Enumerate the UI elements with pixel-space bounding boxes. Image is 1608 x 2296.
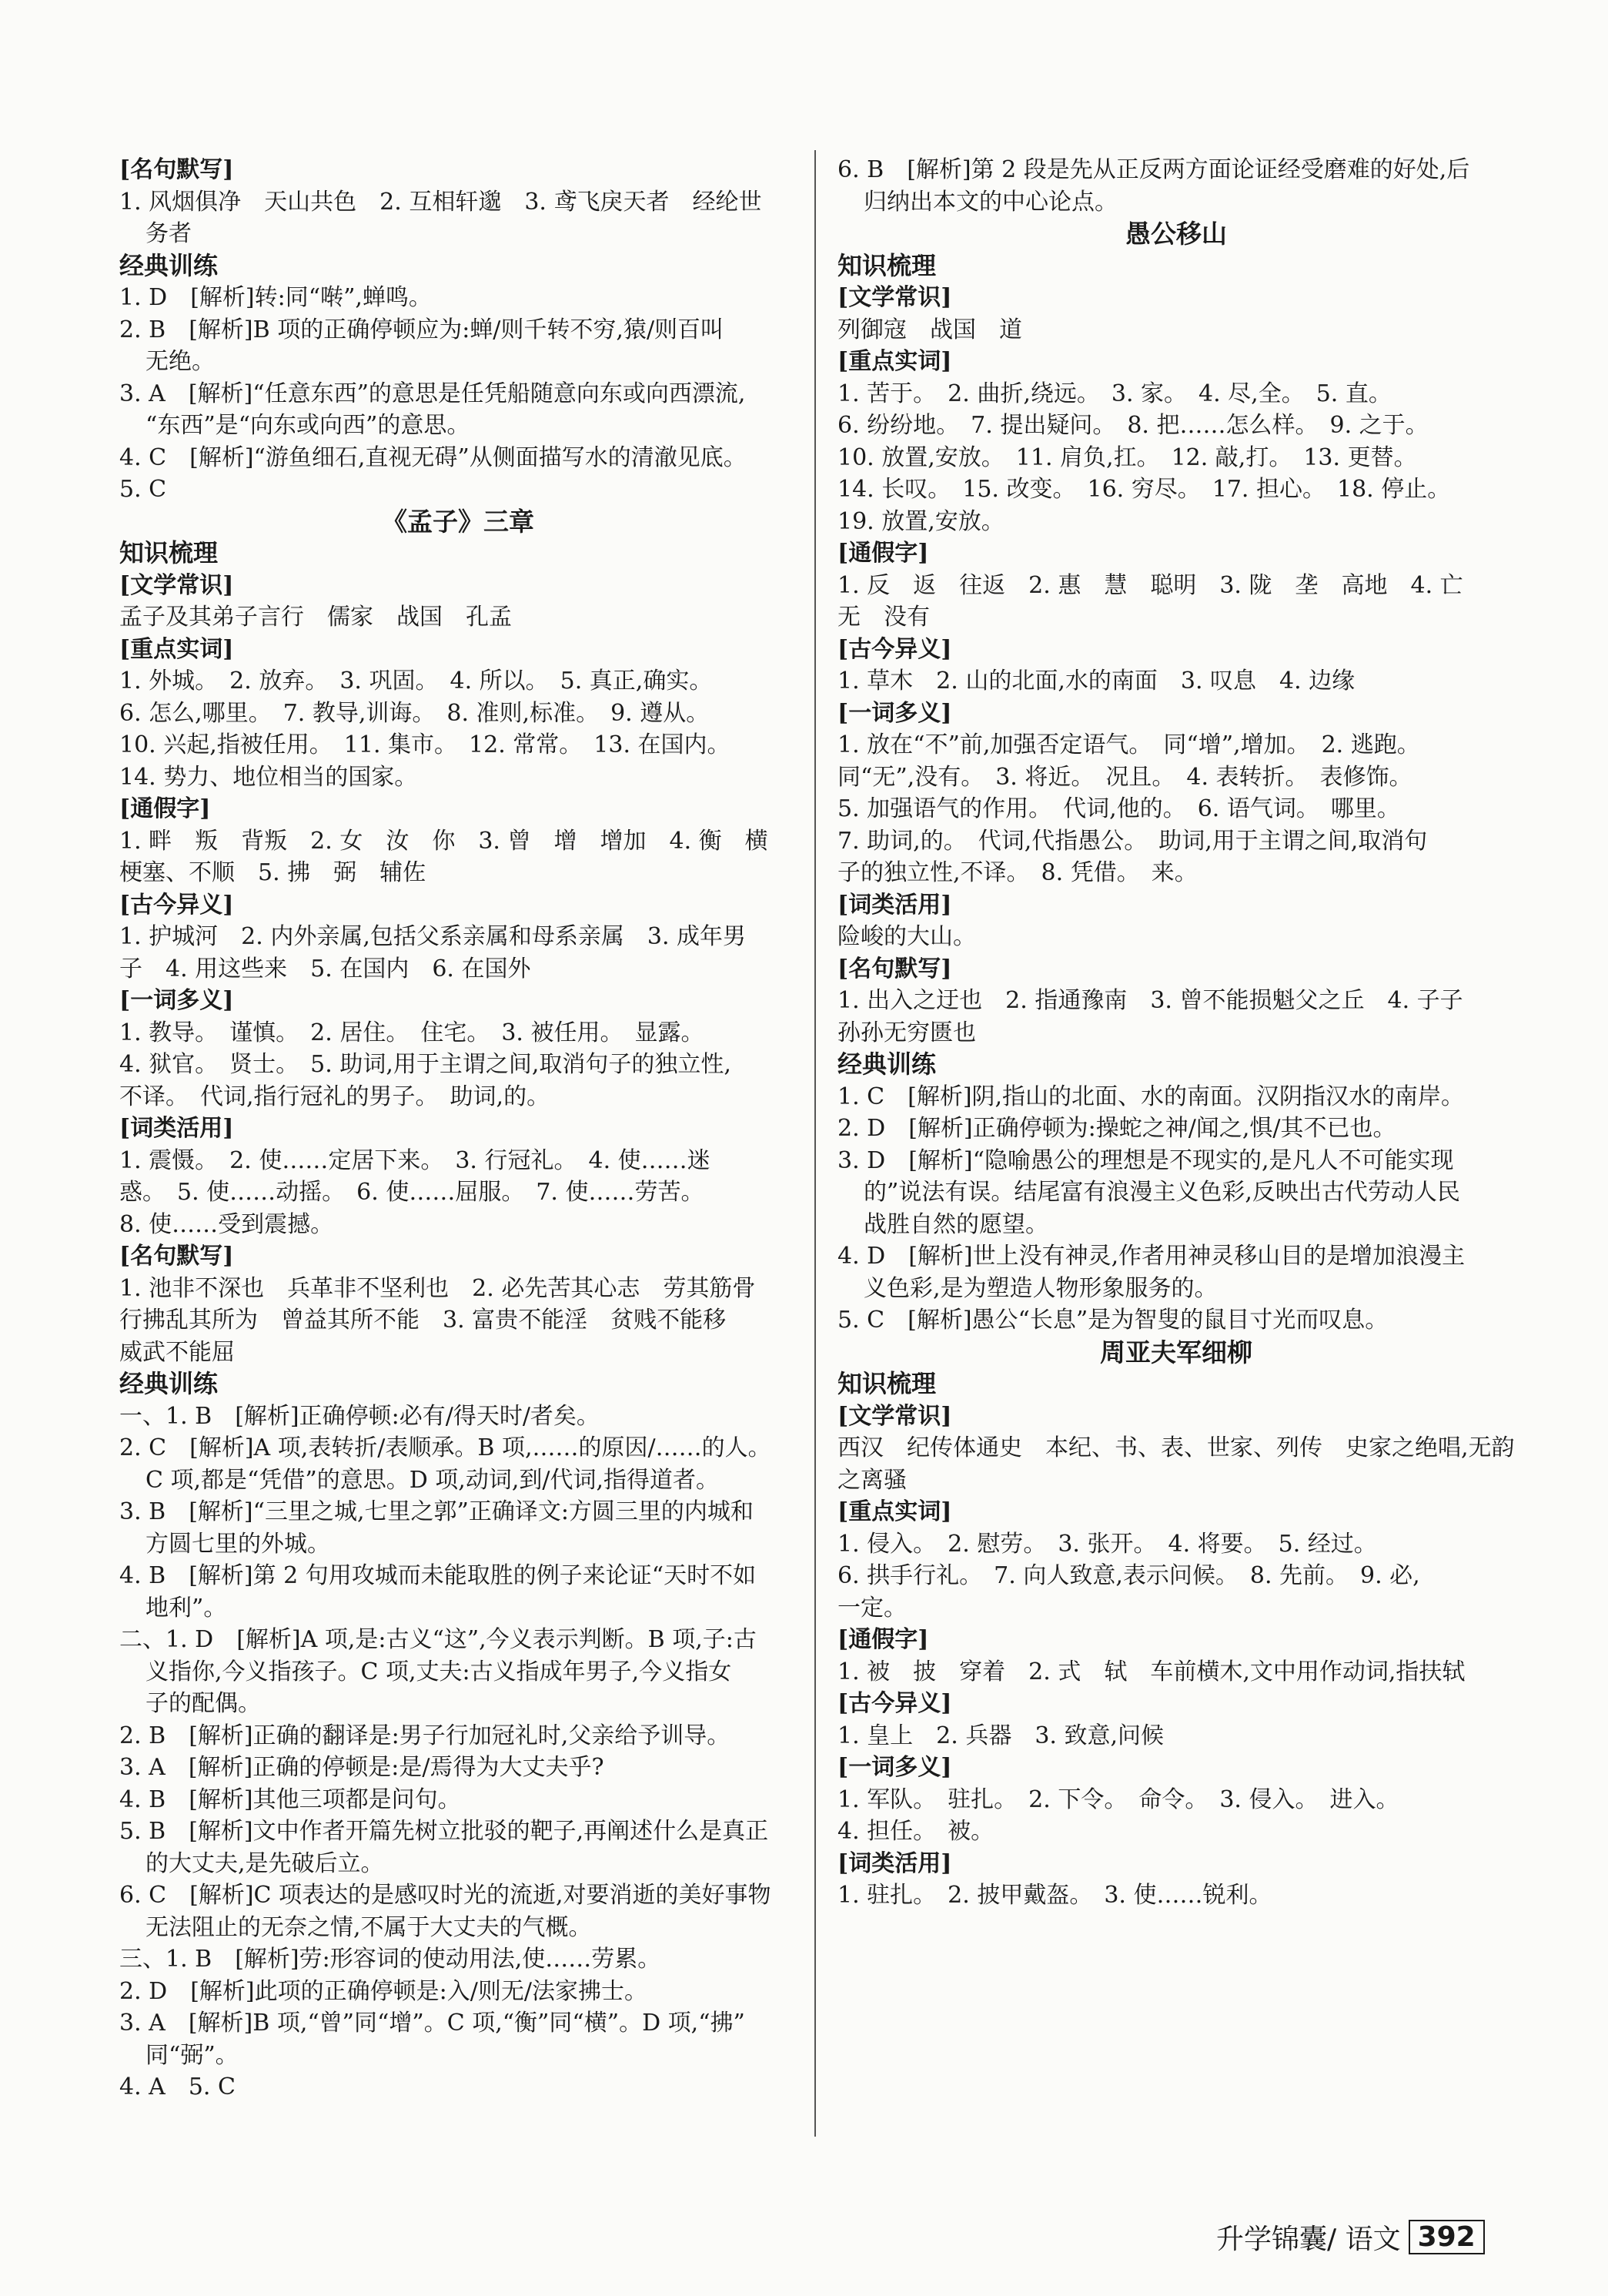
- text-line: 1. 反 返 往返 2. 惠 慧 聪明 3. 陇 垄 高地 4. 亡: [837, 571, 1463, 599]
- text-line: 10. 兴起,指被任用。 11. 集市。 12. 常常。 13. 在国内。: [119, 731, 730, 758]
- text-line: 14. 长叹。 15. 改变。 16. 穷尽。 17. 担心。 18. 停止。: [837, 476, 1451, 503]
- text-line: 4. A 5. C: [119, 2073, 236, 2100]
- text-line: 6. C [解析]C 项表达的是感叹时光的流逝,对要消逝的美好事物: [119, 1882, 771, 1909]
- text-line: 7. 助词,的。 代词,代指愚公。 助词,用于主谓之间,取消句: [837, 827, 1428, 855]
- text-line: 1. C [解析]阴,指山的北面、水的南面。汉阴指汉水的南岸。: [837, 1083, 1465, 1110]
- text-line: 威武不能屈: [119, 1338, 235, 1366]
- text-line: 之离骚: [837, 1466, 907, 1494]
- text-line: 4. B [解析]第 2 句用攻城而未能取胜的例子来论证“天时不如: [119, 1562, 757, 1589]
- text-line: 2. B [解析]B 项的正确停顿应为:蝉/则千转不穷,猿/则百叫: [119, 316, 724, 343]
- text-line: 2. B [解析]正确的翻译是:男子行加冠礼时,父亲给予训导。: [119, 1722, 730, 1749]
- text-line: 5. B [解析]文中作者开篇先树立批驳的靶子,再阐述什么是真正: [119, 1818, 769, 1845]
- section-tag: [一词多义]: [837, 699, 952, 727]
- section-heading: 知识梳理: [119, 538, 219, 567]
- section-tag: [名句默写]: [119, 156, 234, 183]
- text-line: C 项,都是“凭借”的意思。D 项,动词,到/代词,指得道者。: [145, 1466, 720, 1494]
- text-line: 惑。 5. 使……动摇。 6. 使……屈服。 7. 使……劳苦。: [119, 1179, 704, 1206]
- text-line: 1. 驻扎。 2. 披甲戴盔。 3. 使……锐利。: [837, 1882, 1272, 1909]
- text-line: 1. D [解析]转:同“啭”,蝉鸣。: [119, 284, 432, 311]
- text-line: 归纳出本文的中心论点。: [864, 188, 1118, 216]
- text-line: 1. 外城。 2. 放弃。 3. 巩固。 4. 所以。 5. 真正,确实。: [119, 668, 713, 694]
- section-tag: [一词多义]: [119, 987, 234, 1014]
- text-line: 行拂乱其所为 曾益其所不能 3. 富贵不能淫 贫贱不能移: [119, 1307, 727, 1334]
- text-line: 梗塞、不顺 5. 拂 弼 辅佐: [119, 859, 426, 886]
- text-line: 1. 池非不深也 兵革非不坚利也 2. 必先苦其心志 劳其筋骨: [119, 1274, 756, 1302]
- book-title: 升学锦囊/ 语文: [1216, 2224, 1401, 2255]
- text-line: 10. 放置,安放。 11. 肩负,扛。 12. 敲,打。 13. 更替。: [837, 443, 1417, 471]
- text-line: 1. 草木 2. 山的北面,水的南面 3. 叹息 4. 边缘: [837, 668, 1356, 694]
- section-tag: [词类活用]: [119, 1115, 234, 1142]
- column-divider: [814, 150, 816, 2137]
- text-line: 义指你,今义指孩子。C 项,丈夫:古义指成年男子,今义指女: [145, 1658, 732, 1685]
- text-line: 5. C: [119, 476, 167, 503]
- section-tag: [一词多义]: [837, 1754, 952, 1781]
- text-line: 8. 使……受到震撼。: [119, 1210, 334, 1238]
- text-line: 子的独立性,不译。 8. 凭借。 来。: [837, 859, 1198, 886]
- text-line: 的”说法有误。结尾富有浪漫主义色彩,反映出古代劳动人民: [864, 1179, 1460, 1206]
- text-line: 1. 放在“不”前,加强否定语气。 同“增”,增加。 2. 逃跑。: [837, 731, 1420, 758]
- text-line: 1. 护城河 2. 内外亲属,包括父系亲属和母系亲属 3. 成年男: [119, 923, 747, 950]
- text-line: 方圆七里的外城。: [145, 1530, 330, 1558]
- lesson-title: 《孟子》三章: [382, 506, 534, 537]
- text-line: 战胜自然的愿望。: [864, 1210, 1048, 1238]
- section-heading: 经典训练: [119, 250, 219, 280]
- text-line: 4. C [解析]“游鱼细石,直视无碍”从侧面描写水的清澈见底。: [119, 443, 747, 471]
- text-line: 地利”。: [145, 1594, 227, 1622]
- text-line: 1. 军队。 驻扎。 2. 下令。 命令。 3. 侵入。 进入。: [837, 1786, 1399, 1813]
- text-line: 1. 风烟俱净 天山共色 2. 互相轩邈 3. 鸢飞戾天者 经纶世: [119, 188, 762, 216]
- text-line: 三、1. B [解析]劳:形容词的使动用法,使……劳累。: [119, 1946, 661, 1973]
- text-line: 3. A [解析]正确的停顿是:是/焉得为大丈夫乎?: [119, 1754, 604, 1781]
- text-line: 1. 教导。 谨慎。 2. 居住。 住宅。 3. 被任用。 显露。: [119, 1019, 704, 1046]
- text-line: 1. 畔 叛 背叛 2. 女 汝 你 3. 曾 增 增加 4. 衡 横: [119, 827, 768, 855]
- text-line: 无 没有: [837, 604, 930, 631]
- text-line: 6. 纷纷地。 7. 提出疑问。 8. 把……怎么样。 9. 之于。: [837, 412, 1429, 439]
- page-number: 392: [1409, 2220, 1485, 2254]
- section-heading: 经典训练: [119, 1369, 219, 1398]
- text-line: 2. D [解析]此项的正确停顿是:入/则无/法家拂士。: [119, 1977, 647, 2005]
- text-line: 列御寇 战国 道: [837, 316, 1022, 343]
- section-tag: [重点实词]: [837, 1498, 952, 1525]
- text-line: 14. 势力、地位相当的国家。: [119, 763, 418, 791]
- text-line: 4. 狱官。 贤士。 5. 助词,用于主谓之间,取消句子的独立性,: [119, 1051, 731, 1078]
- text-line: 6. 怎么,哪里。 7. 教导,训诲。 8. 准则,标准。 9. 遵从。: [119, 699, 710, 727]
- section-tag: [通假字]: [837, 1626, 929, 1653]
- section-tag: [文学常识]: [837, 1402, 952, 1430]
- section-tag: [词类活用]: [837, 1849, 952, 1877]
- text-line: 不译。 代词,指行冠礼的男子。 助词,的。: [119, 1083, 550, 1110]
- section-tag: [重点实词]: [837, 348, 952, 375]
- page-footer: [1216, 2217, 1485, 2257]
- text-line: 6. 拱手行礼。 7. 向人致意,表示问候。 8. 先前。 9. 必,: [837, 1562, 1420, 1589]
- text-line: 义色彩,是为塑造人物形象服务的。: [864, 1274, 1218, 1302]
- text-line: 一定。: [837, 1594, 907, 1622]
- text-line: 孙孙无穷匮也: [837, 1019, 976, 1046]
- section-heading: 知识梳理: [837, 250, 937, 280]
- text-line: 无法阻止的无奈之情,不属于大丈夫的气概。: [145, 1913, 592, 1941]
- left-column: [119, 154, 797, 2104]
- text-line: 1. 震慑。 2. 使……定居下来。 3. 行冠礼。 4. 使……迷: [119, 1146, 710, 1174]
- text-line: 1. 出入之迂也 2. 指通豫南 3. 曾不能损魁父之丘 4. 子子: [837, 987, 1463, 1014]
- text-line: 2. C [解析]A 项,表转折/表顺承。B 项,……的原因/……的人。: [119, 1434, 771, 1461]
- text-line: 无绝。: [145, 348, 215, 375]
- text-line: 6. B [解析]第 2 段是先从正反两方面论证经受磨难的好处,后: [837, 156, 1470, 183]
- section-tag: [古今异义]: [837, 635, 952, 663]
- text-line: 险峻的大山。: [837, 923, 976, 950]
- text-line: 3. A [解析]B 项,“曾”同“增”。C 项,“衡”同“横”。D 项,“拂”: [119, 2010, 745, 2037]
- text-line: 1. 侵入。 2. 慰劳。 3. 张开。 4. 将要。 5. 经过。: [837, 1530, 1377, 1558]
- section-tag: [通假字]: [837, 540, 929, 567]
- section-tag: [古今异义]: [119, 891, 234, 919]
- text-line: 务者: [145, 220, 192, 247]
- section-tag: [文学常识]: [119, 571, 234, 599]
- text-line: 子的配偶。: [145, 1690, 261, 1717]
- text-line: 19. 放置,安放。: [837, 507, 1005, 535]
- text-line: 2. D [解析]正确停顿为:操蛇之神/闻之,惧/其不已也。: [837, 1115, 1396, 1142]
- text-line: 3. B [解析]“三里之城,七里之郭”正确译文:方圆三里的内城和: [119, 1498, 754, 1525]
- text-line: 4. B [解析]其他三项都是问句。: [119, 1786, 461, 1813]
- text-line: 1. 苦于。 2. 曲折,绕远。 3. 家。 4. 尽,全。 5. 直。: [837, 380, 1392, 407]
- text-line: 1. 被 披 穿着 2. 式 轼 车前横木,文中用作动词,指扶轼: [837, 1658, 1466, 1685]
- text-line: 同“无”,没有。 3. 将近。 况且。 4. 表转折。 表修饰。: [837, 763, 1412, 791]
- text-line: 4. 担任。 被。: [837, 1818, 995, 1845]
- text-line: “东西”是“向东或向西”的意思。: [145, 412, 470, 439]
- lesson-title: 周亚夫军细柳: [1100, 1337, 1252, 1367]
- section-tag: [名句默写]: [837, 955, 952, 982]
- section-heading: 知识梳理: [837, 1369, 937, 1398]
- text-line: 3. A [解析]“任意东西”的意思是任凭船随意向东或向西漂流,: [119, 380, 746, 407]
- text-line: 1. 皇上 2. 兵器 3. 致意,问候: [837, 1722, 1165, 1749]
- section-tag: [通假字]: [119, 795, 211, 822]
- text-line: 孟子及其弟子言行 儒家 战国 孔孟: [119, 604, 512, 631]
- section-tag: [古今异义]: [837, 1690, 952, 1717]
- text-line: 5. 加强语气的作用。 代词,他的。 6. 语气词。 哪里。: [837, 795, 1400, 822]
- text-line: 同“弼”。: [145, 2041, 239, 2069]
- section-tag: [重点实词]: [119, 635, 234, 663]
- text-line: 3. D [解析]“隐喻愚公的理想是不现实的,是凡人不可能实现: [837, 1146, 1454, 1174]
- section-tag: [文学常识]: [837, 284, 952, 311]
- text-line: 5. C [解析]愚公“长息”是为智叟的鼠目寸光而叹息。: [837, 1307, 1389, 1334]
- right-column: [837, 154, 1515, 1912]
- text-line: 一、1. B [解析]正确停顿:必有/得天时/者矣。: [119, 1402, 600, 1430]
- section-tag: [词类活用]: [837, 891, 952, 919]
- text-line: 二、1. D [解析]A 项,是:古义“这”,今义表示判断。B 项,子:古: [119, 1626, 757, 1653]
- section-tag: [名句默写]: [119, 1243, 234, 1270]
- text-line: 的大丈夫,是先破后立。: [145, 1849, 384, 1877]
- lesson-title: 愚公移山: [1125, 219, 1227, 249]
- text-line: 子 4. 用这些来 5. 在国内 6. 在国外: [119, 955, 531, 982]
- section-heading: 经典训练: [837, 1049, 937, 1079]
- text-line: 4. D [解析]世上没有神灵,作者用神灵移山目的是增加浪漫主: [837, 1243, 1466, 1270]
- text-line: 西汉 纪传体通史 本纪、书、表、世家、列传 史家之绝唱,无韵: [837, 1434, 1515, 1461]
